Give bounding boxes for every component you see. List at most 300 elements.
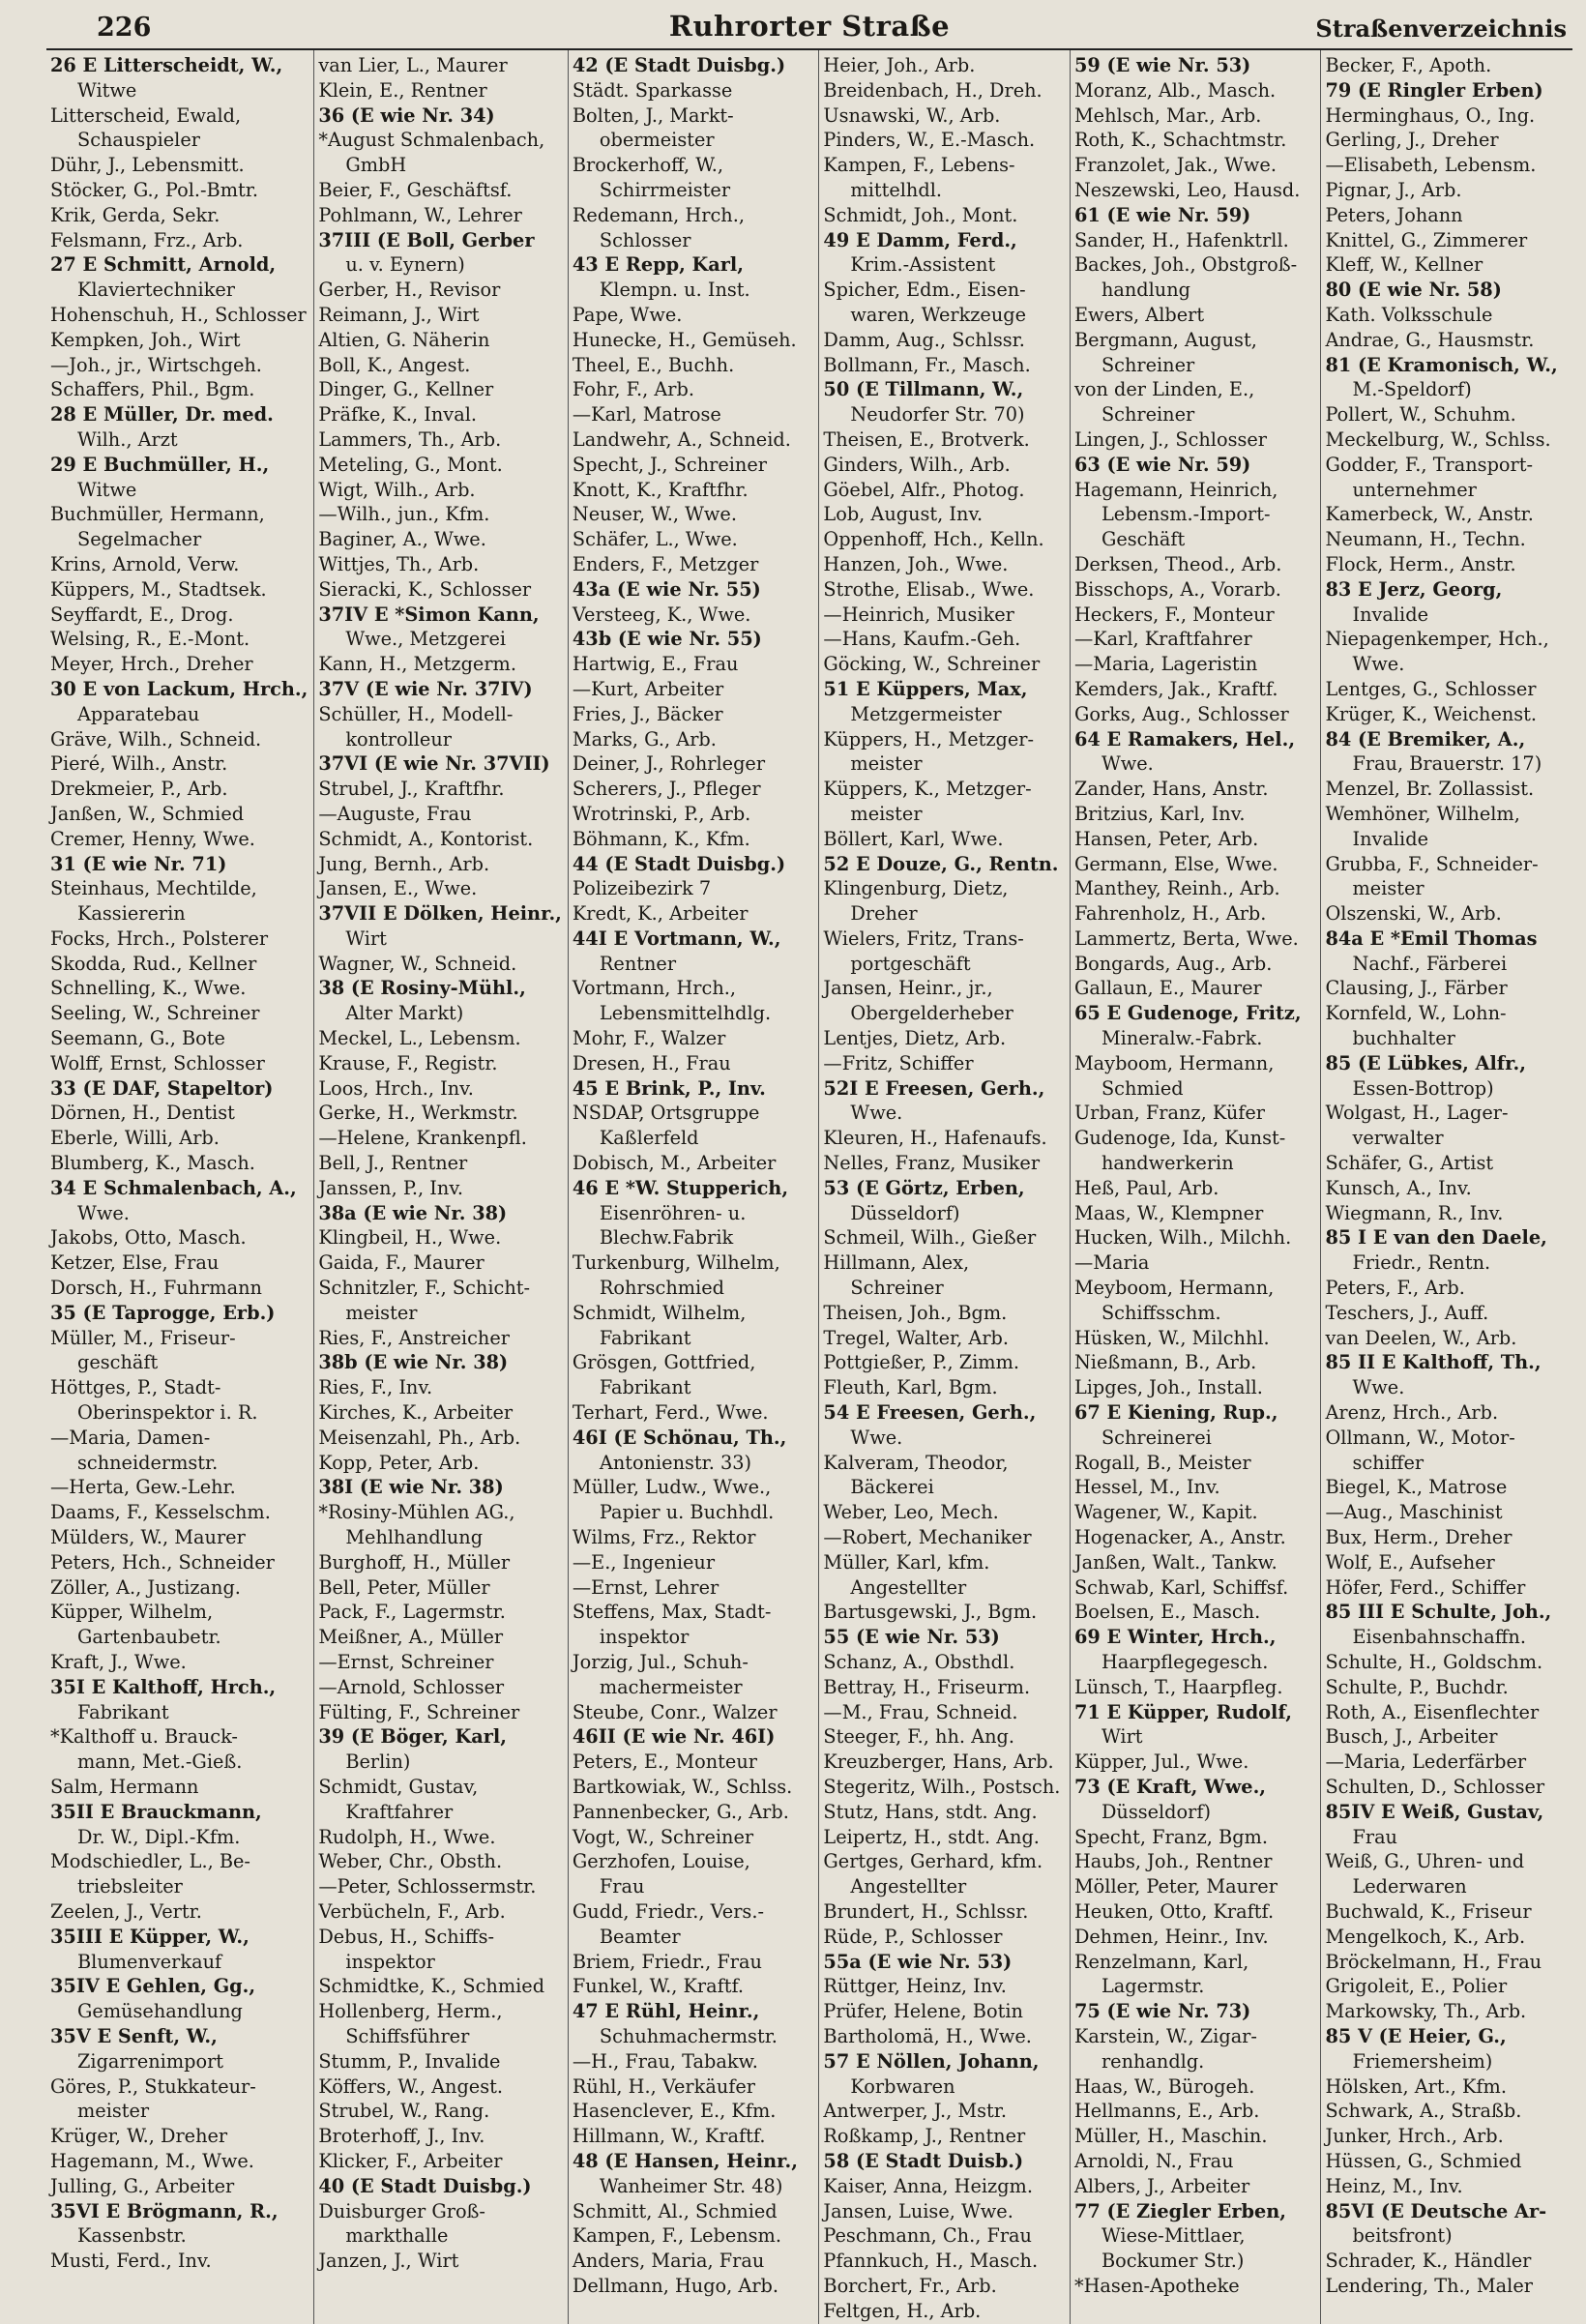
resident-entry: Bolten, J., Markt- [572,103,734,127]
resident-entry: Bux, Herm., Dreher [1325,1526,1513,1549]
house-number-entry: 55 (E wie Nr. 53) [823,1626,1000,1649]
resident-entry: Landwehr, A., Schneid. [572,427,791,451]
resident-entry: Versteeg, K., Wwe. [572,603,751,626]
resident-entry: Lammertz, Berta, Wwe. [1073,927,1299,950]
resident-entry: Rüttger, Heinz, Inv. [823,1975,1007,1998]
resident-entry: Müller, H., Maschin. [1073,2125,1268,2148]
entry-continuation: Wwe., Metzgerei [345,628,507,651]
entry-continuation: Oberinspektor i. R. [77,1401,258,1425]
resident-entry: Gudenoge, Ida, Kunst- [1073,1127,1286,1150]
house-number-entry: 46II (E wie Nr. 46I) [572,1725,776,1749]
resident-entry: Derksen, Theod., Arb. [1073,552,1282,575]
resident-entry: Seeling, W., Schreiner [50,1002,260,1025]
street-title: Ruhrorter Straße [668,10,951,43]
house-number-entry: 83 E Jerz, Georg, [1325,577,1503,601]
house-number-entry: 37VII E Dölken, Heinr., [318,902,562,926]
entry-continuation: Dr. W., Dipl.-Kfm. [77,1825,241,1848]
resident-entry: Krause, F., Registr. [318,1051,498,1074]
entry-continuation: meister [77,2100,150,2123]
resident-entry: Krüger, K., Weichenst. [1325,702,1538,725]
resident-entry: Nießmann, B., Arb. [1073,1351,1257,1374]
entry-continuation: Dreher [850,902,918,926]
house-number-entry: 44 (E Stadt Duisbg.) [572,852,786,875]
house-number-entry: 45 E Brink, P., Inv. [572,1076,766,1100]
resident-entry: —Kurt, Arbeiter [572,677,724,700]
entry-continuation: Angestellter [850,1875,967,1898]
entry-continuation: schneidermstr. [77,1451,219,1474]
house-number-entry: 84 (E Bremiker, A., [1325,727,1526,750]
resident-entry: Peters, Hch., Schneider [50,1550,275,1574]
resident-entry: Broterhoff, J., Inv. [318,2125,485,2148]
house-number-entry: 61 (E wie Nr. 59) [1073,203,1251,226]
resident-entry: Weiß, G., Uhren- und [1325,1850,1525,1873]
resident-entry: Lentges, G., Schlosser [1325,677,1537,700]
resident-entry: Städt. Sparkasse [572,78,733,102]
resident-entry: Lipges, Joh., Install. [1073,1376,1263,1399]
entry-continuation: Gartenbaubetr. [77,1626,221,1649]
house-number-entry: 85 II E Kalthoff, Th., [1325,1351,1542,1374]
resident-entry: Mengelkoch, K., Arb. [1325,1925,1526,1948]
resident-entry: Wigt, Wilh., Arb. [318,478,476,501]
resident-entry: Küpper, Jul., Wwe. [1073,1750,1249,1774]
house-number-entry: 29 E Buchmüller, H., [50,453,270,476]
house-number-entry: 57 E Nöllen, Johann, [823,2049,1040,2073]
resident-entry: —H., Frau, Tabakw. [572,2049,758,2073]
entry-continuation: Mineralw.-Fabrk. [1101,1027,1263,1050]
resident-entry: Hanzen, Joh., Wwe. [823,552,1009,575]
resident-entry: von der Linden, E., [1073,378,1255,401]
resident-entry: Anders, Maria, Frau [572,2250,765,2273]
entry-continuation: Klempn. u. Inst. [599,279,750,302]
entry-continuation: Schlosser [599,228,691,251]
resident-entry: Felsmann, Frz., Arb. [50,228,244,251]
resident-entry: Jansen, E., Wwe. [318,877,478,900]
resident-entry: Steinhaus, Mechtilde, [50,877,257,900]
resident-entry: Biegel, K., Matrose [1325,1476,1508,1499]
house-number-entry: 35 (E Taprogge, Erb.) [50,1301,276,1324]
resident-entry: —Aug., Maschinist [1325,1501,1503,1524]
entry-continuation: Schiffsschm. [1101,1301,1221,1324]
resident-entry: Flock, Herm., Anstr. [1325,552,1516,575]
resident-entry: Kalveram, Theodor, [823,1451,1009,1474]
entry-continuation: Schauspieler [77,129,200,152]
resident-entry: Böllert, Karl, Wwe. [823,827,1004,850]
house-number-entry: 38b (E wie Nr. 38) [318,1351,509,1374]
entry-continuation: Rohrschmied [599,1277,724,1300]
page-header [46,0,1572,50]
resident-entry: Gerke, H., Werkmstr. [318,1102,518,1125]
resident-entry: Backes, Joh., Obstgroß- [1073,253,1298,277]
resident-entry: Schmitt, Al., Schmied [572,2199,778,2222]
resident-entry: —Auguste, Frau [318,802,472,825]
resident-entry: Vogt, W., Schreiner [572,1825,754,1848]
entry-continuation: geschäft [77,1351,159,1374]
resident-entry: Junker, Hrch., Arb. [1325,2125,1504,2148]
resident-entry: Lendering, Th., Maler [1325,2274,1533,2297]
entry-continuation: unternehmer [1352,478,1477,501]
resident-entry: Moranz, Alb., Masch. [1073,78,1277,102]
resident-entry: Klingbeil, H., Wwe. [318,1226,502,1250]
resident-entry: Meyboom, Hermann, [1073,1277,1275,1300]
entry-continuation: Nachf., Färberei [1352,952,1508,975]
entry-continuation: Gemüsehandlung [77,2000,243,2023]
directory-column [569,50,820,2324]
entry-continuation: handlung [1101,279,1190,302]
resident-entry: Redemann, Hrch., [572,203,745,226]
resident-entry: Brockerhoff, W., [572,154,723,177]
house-number-entry: 37VI (E wie Nr. 37VII) [318,752,550,776]
resident-entry: Roßkamp, J., Rentner [823,2125,1026,2148]
resident-entry: Manthey, Reinh., Arb. [1073,877,1280,900]
resident-entry: Julling, G., Arbeiter [50,2174,235,2197]
house-number-entry: 49 E Damm, Ferd., [823,228,1017,251]
directory-column [314,50,569,2324]
entry-continuation: inspektor [599,1626,690,1649]
resident-entry: —M., Frau, Schneid. [823,1700,1018,1723]
house-number-entry: 35V E Senft, W., [50,2024,218,2047]
resident-entry: *Rosiny-Mühlen AG., [318,1501,515,1524]
resident-entry: Müller, M., Friseur- [50,1326,236,1349]
resident-entry: Spicher, Edm., Eisen- [823,279,1026,302]
entry-continuation: Wirt [345,927,387,950]
resident-entry: Dehmen, Heinr., Inv. [1073,1925,1269,1948]
resident-entry: Theisen, Joh., Bgm. [823,1301,1008,1324]
resident-entry: Specht, J., Schreiner [572,453,767,476]
entry-continuation: Geschäft [1101,528,1186,551]
resident-entry: Haubs, Joh., Rentner [1073,1850,1273,1873]
house-number-entry: 35VI E Brögmann, R., [50,2199,279,2222]
resident-entry: van Deelen, W., Arb. [1325,1326,1517,1349]
resident-entry: Steube, Conr., Walzer [572,1700,778,1723]
resident-entry: Hellmanns, E., Arb. [1073,2100,1260,2123]
directory-column [46,50,314,2324]
resident-entry: van Lier, L., Maurer [318,54,508,76]
entry-continuation: Frau [1352,1825,1397,1848]
entry-continuation: Haarpflegegesch. [1101,1651,1269,1673]
resident-entry: Zander, Hans, Anstr. [1073,778,1269,801]
resident-entry: Stumm, P., Invalide [318,2049,501,2073]
resident-entry: Schäfer, L., Wwe. [572,528,738,551]
resident-entry: Burghoff, H., Müller [318,1550,511,1574]
resident-entry: Hölsken, Art., Kfm. [1325,2074,1507,2098]
resident-entry: —Helene, Krankenpfl. [318,1127,527,1150]
resident-entry: —Maria [1073,1251,1150,1275]
resident-entry: —E., Ingenieur [572,1550,716,1574]
house-number-entry: 85 III E Schulte, Joh., [1325,1601,1552,1624]
house-number-entry: 54 E Freesen, Gerh., [823,1401,1037,1425]
house-number-entry: 37III (E Boll, Gerber [318,228,535,251]
resident-entry: Daams, F., Kesselschm. [50,1501,271,1524]
entry-continuation: Kraftfahrer [345,1800,454,1823]
resident-entry: Schmidt, Gustav, [318,1775,479,1798]
resident-entry: Theisen, E., Brotverk. [823,427,1030,451]
resident-entry: Skodda, Rud., Kellner [50,952,257,975]
resident-entry: Neumann, H., Techn. [1325,528,1526,551]
resident-entry: Gaida, F., Maurer [318,1251,485,1275]
resident-entry: —Wilh., jun., Kfm. [318,503,490,526]
resident-entry: Arnoldi, N., Frau [1073,2149,1234,2172]
resident-entry: Hüssen, G., Schmied [1325,2149,1522,2172]
house-number-entry: 35III E Küpper, W., [50,1925,250,1948]
entry-continuation: meister [1352,877,1424,900]
resident-entry: Grubba, F., Schneider- [1325,852,1539,875]
resident-entry: Briem, Friedr., Frau [572,1950,762,1973]
resident-entry: *Kalthoff u. Brauck- [50,1725,238,1749]
house-number-entry: 77 (E Ziegler Erben, [1073,2199,1286,2222]
resident-entry: Damm, Aug., Schlssr. [823,328,1025,351]
resident-entry: Funkel, W., Kraftf. [572,1975,745,1998]
resident-entry: Heuken, Otto, Kraftf. [1073,1899,1275,1923]
entry-continuation: inspektor [345,1950,435,1973]
house-number-entry: 42 (E Stadt Duisbg.) [572,54,786,76]
resident-entry: Küppers, K., Metzger- [823,778,1032,801]
directory-column [1071,50,1322,2324]
entry-continuation: Papier u. Buchhdl. [599,1501,775,1524]
resident-entry: Heckers, F., Monteur [1073,603,1275,626]
entry-continuation: triebsleiter [77,1875,183,1898]
house-number-entry: 34 E Schmalenbach, A., [50,1176,297,1199]
house-number-entry: 69 E Winter, Hrch., [1073,1626,1277,1649]
resident-entry: Steffens, Max, Stadt- [572,1601,772,1624]
entry-continuation: Wwe. [77,1201,130,1224]
resident-entry: —Robert, Mechaniker [823,1526,1032,1549]
resident-entry: Heß, Paul, Arb. [1073,1176,1219,1199]
resident-entry: Ollmann, W., Motor- [1325,1426,1515,1449]
resident-entry: NSDAP, Ortsgruppe [572,1102,760,1125]
resident-entry: Gräve, Wilh., Schneid. [50,727,262,750]
resident-entry: Bell, Peter, Müller [318,1575,490,1599]
entry-continuation: waren, Werkzeuge [850,303,1027,326]
resident-entry: Litterscheid, Ewald, [50,103,242,127]
resident-entry: Janzen, J., Wirt [318,2250,459,2273]
resident-entry: Krins, Arnold, Verw. [50,552,240,575]
resident-entry: Pieré, Wilh., Anstr. [50,752,228,776]
house-number-entry: 30 E von Lackum, Hrch., [50,677,308,700]
house-number-entry: 27 E Schmitt, Arnold, [50,253,277,277]
resident-entry: Schmidt, A., Kontorist. [318,827,534,850]
resident-entry: Meißner, A., Müller [318,1626,504,1649]
entry-continuation: Bäckerei [850,1476,934,1499]
resident-entry: Schwark, A., Straßb. [1325,2100,1522,2123]
resident-entry: Schaffers, Phil., Bgm. [50,378,255,401]
resident-entry: Kamerbeck, W., Anstr. [1325,503,1534,526]
resident-entry: Hasenclever, E., Kfm. [572,2100,777,2123]
house-number-entry: 40 (E Stadt Duisbg.) [318,2174,532,2197]
resident-entry: Meckelburg, W., Schlss. [1325,427,1551,451]
resident-entry: Markowsky, Th., Arb. [1325,2000,1527,2023]
resident-entry: Hillmann, Alex, [823,1251,970,1275]
house-number-entry: 53 (E Görtz, Erben, [823,1176,1025,1199]
entry-continuation: Alter Markt) [345,1002,464,1025]
resident-entry: Usnawski, W., Arb. [823,103,1001,127]
resident-entry: Dobisch, M., Arbeiter [572,1152,777,1175]
resident-entry: Franzolet, Jak., Wwe. [1073,154,1277,177]
house-number-entry: 79 (E Ringler Erben) [1325,78,1543,102]
entry-continuation: Friemersheim) [1352,2049,1493,2073]
resident-entry: Gerzhofen, Louise, [572,1850,750,1873]
resident-entry: Brundert, H., Schlssr. [823,1899,1029,1923]
resident-entry: Schnelling, K., Wwe. [50,977,247,1000]
resident-entry: Hansen, Peter, Arb. [1073,827,1259,850]
resident-entry: Karstein, W., Zigar- [1073,2024,1257,2047]
resident-entry: Göcking, W., Schreiner [823,653,1041,676]
resident-entry: Meckel, L., Lebensm. [318,1027,521,1050]
resident-entry: Blumberg, K., Masch. [50,1152,255,1175]
resident-entry: —Maria, Lageristin [1073,653,1258,676]
resident-entry: Strothe, Elisab., Wwe. [823,577,1035,601]
entry-continuation: u. v. Eynern) [345,253,465,277]
resident-entry: Niepagenkemper, Hch., [1325,628,1549,651]
resident-entry: —Ernst, Lehrer [572,1575,720,1599]
resident-entry: Bisschops, A., Vorarb. [1073,577,1281,601]
entry-continuation: Korbwaren [850,2074,955,2098]
resident-entry: Wolgast, H., Lager- [1325,1102,1509,1125]
resident-entry: Pottgießer, P., Zimm. [823,1351,1019,1374]
resident-entry: Dühr, J., Lebensmitt. [50,154,245,177]
resident-entry: Feltgen, H., Arb. [823,2299,982,2322]
entry-continuation: meister [850,752,923,776]
resident-entry: Peschmann, Ch., Frau [823,2224,1032,2248]
entry-continuation: mittelhdl. [850,178,942,201]
resident-entry: Germann, Else, Wwe. [1073,852,1278,875]
resident-entry: Buchwald, K., Friseur [1325,1899,1532,1923]
entry-continuation: Düsseldorf) [1101,1800,1212,1823]
resident-entry: Gertges, Gerhard, kfm. [823,1850,1043,1873]
resident-entry: Lentjes, Dietz, Arb. [823,1027,1007,1050]
resident-entry: Höfer, Ferd., Schiffer [1325,1575,1526,1599]
house-number-entry: 50 (E Tillmann, W., [823,378,1024,401]
resident-entry: Knittel, G., Zimmerer [1325,228,1528,251]
entry-continuation: Schreiner [1101,403,1195,427]
house-number-entry: 52 E Douze, G., Rentn. [823,852,1059,875]
entry-continuation: Blechw.Fabrik [599,1226,734,1250]
resident-entry: Focks, Hrch., Polsterer [50,927,269,950]
resident-entry: Pape, Wwe. [572,303,683,326]
resident-entry: Boelsen, E., Masch. [1073,1601,1261,1624]
house-number-entry: 43b (E wie Nr. 55) [572,628,762,651]
resident-entry: Schmidtke, K., Schmied [318,1975,545,1998]
resident-entry: Wolf, E., Aufseher [1325,1550,1495,1574]
entry-continuation: obermeister [599,129,715,152]
resident-entry: Arenz, Hrch., Arb. [1325,1401,1499,1425]
house-number-entry: 64 E Ramakers, Hel., [1073,727,1296,750]
resident-entry: Zeelen, J., Vertr. [50,1899,202,1923]
house-number-entry: 46I (E Schönau, Th., [572,1426,787,1449]
resident-entry: Terhart, Ferd., Wwe. [572,1401,769,1425]
house-number-entry: 37IV E *Simon Kann, [318,603,540,626]
entry-continuation: Mehlhandlung [345,1526,484,1549]
entry-continuation: beitsfront) [1352,2224,1453,2248]
resident-entry: Bartusgewski, J., Bgm. [823,1601,1038,1624]
directory-column [819,50,1071,2324]
resident-entry: Schüller, H., Modell- [318,702,514,725]
resident-entry: Küpper, Wilhelm, [50,1601,214,1624]
resident-entry: Nelles, Franz, Musiker [823,1152,1041,1175]
house-number-entry: 52I E Freesen, Gerh., [823,1076,1045,1100]
resident-entry: Kemders, Jak., Kraftf. [1073,677,1278,700]
resident-entry: Baginer, A., Wwe. [318,528,486,551]
resident-entry: Janßen, W., Schmied [50,802,245,825]
house-number-entry: 58 (E Stadt Duisb.) [823,2149,1024,2172]
resident-entry: Kampen, F., Lebens- [823,154,1015,177]
resident-entry: Wrotrinski, P., Arb. [572,802,751,825]
resident-entry: Hogenacker, A., Anstr. [1073,1526,1286,1549]
entry-continuation: Wwe. [850,1102,903,1125]
resident-entry: —Elisabeth, Lebensm. [1325,154,1537,177]
resident-entry: Rogall, B., Meister [1073,1451,1251,1474]
entry-continuation: Essen-Bottrop) [1352,1076,1494,1100]
resident-entry: Lammers, Th., Arb. [318,427,502,451]
house-number-entry: 55a (E wie Nr. 53) [823,1950,1013,1973]
resident-entry: *August Schmalenbach, [318,129,545,152]
house-number-entry: 44I E Vortmann, W., [572,927,781,950]
resident-entry: Mehlsch, Mar., Arb. [1073,103,1262,127]
resident-entry: Prüfer, Helene, Botin [823,2000,1023,2023]
resident-entry: Kleff, W., Kellner [1325,253,1483,277]
resident-entry: —Karl, Matrose [572,403,721,427]
entry-continuation: Schuhmachermstr. [599,2024,778,2047]
house-number-entry: 35I E Kalthoff, Hrch., [50,1675,277,1698]
resident-entry: Vortmann, Hrch., [572,977,736,1000]
entry-continuation: Eisenröhren- u. [599,1201,747,1224]
resident-entry: Theel, E., Buchh. [572,353,735,376]
resident-entry: Schanz, A., Obsthdl. [823,1651,1015,1673]
resident-entry: Antwerper, J., Mstr. [823,2100,1007,2123]
house-number-entry: 38a (E wie Nr. 38) [318,1201,508,1224]
resident-entry: Drekmeier, P., Arb. [50,778,228,801]
entry-continuation: Lagermstr. [1101,1975,1205,1998]
entry-continuation: Segelmacher [77,528,202,551]
resident-entry: Ries, F., Anstreicher [318,1326,510,1349]
entry-continuation: schiffer [1352,1451,1424,1474]
house-number-entry: 73 (E Kraft, Wwe., [1073,1775,1266,1798]
resident-entry: Pohlmann, W., Lehrer [318,203,522,226]
entry-continuation: Invalide [1352,603,1428,626]
house-number-entry: 59 (E wie Nr. 53) [1073,54,1251,76]
entry-continuation: Düsseldorf) [850,1201,960,1224]
resident-entry: Debus, H., Schiffs- [318,1925,494,1948]
house-number-entry: 71 E Küpper, Rudolf, [1073,1700,1292,1723]
resident-entry: Bettray, H., Friseurm. [823,1675,1031,1698]
resident-entry: Weber, Leo, Mech. [823,1501,999,1524]
resident-entry: Deiner, J., Rohrleger [572,752,766,776]
resident-entry: Sander, H., Hafenktrll. [1073,228,1289,251]
resident-entry: Schmeil, Wilh., Gießer [823,1226,1037,1250]
resident-entry: Wielers, Fritz, Trans- [823,927,1024,950]
entry-continuation: Berlin) [345,1750,411,1774]
resident-entry: Rüde, P., Schlosser [823,1925,1003,1948]
resident-entry: Jorzig, Jul., Schuh- [572,1651,749,1673]
entry-continuation: Angestellter [850,1575,967,1599]
resident-entry: Renzelmann, Karl, [1073,1950,1249,1973]
entry-continuation: Apparatebau [77,702,200,725]
resident-entry: Küppers, H., Metzger- [823,727,1035,750]
section-title: Straßenverzeichnis [1315,15,1567,43]
resident-entry: Schnitzler, F., Schicht- [318,1277,530,1300]
resident-entry: Janssen, P., Inv. [318,1176,464,1199]
entry-continuation: Zigarrenimport [77,2049,224,2073]
resident-entry: Grösgen, Gottfried, [572,1351,756,1374]
resident-entry: Modschiedler, L., Be- [50,1850,250,1873]
resident-entry: Menzel, Br. Zollassist. [1325,778,1535,801]
resident-entry: Steeger, F., hh. Ang. [823,1725,1014,1749]
entry-continuation: GmbH [345,154,407,177]
entry-continuation: Schreiner [1101,353,1195,376]
resident-entry: Cremer, Henny, Wwe. [50,827,255,850]
resident-entry: Mayboom, Hermann, [1073,1051,1275,1074]
resident-entry: —Arnold, Schlosser [318,1675,505,1698]
resident-entry: Dinger, G., Kellner [318,378,494,401]
